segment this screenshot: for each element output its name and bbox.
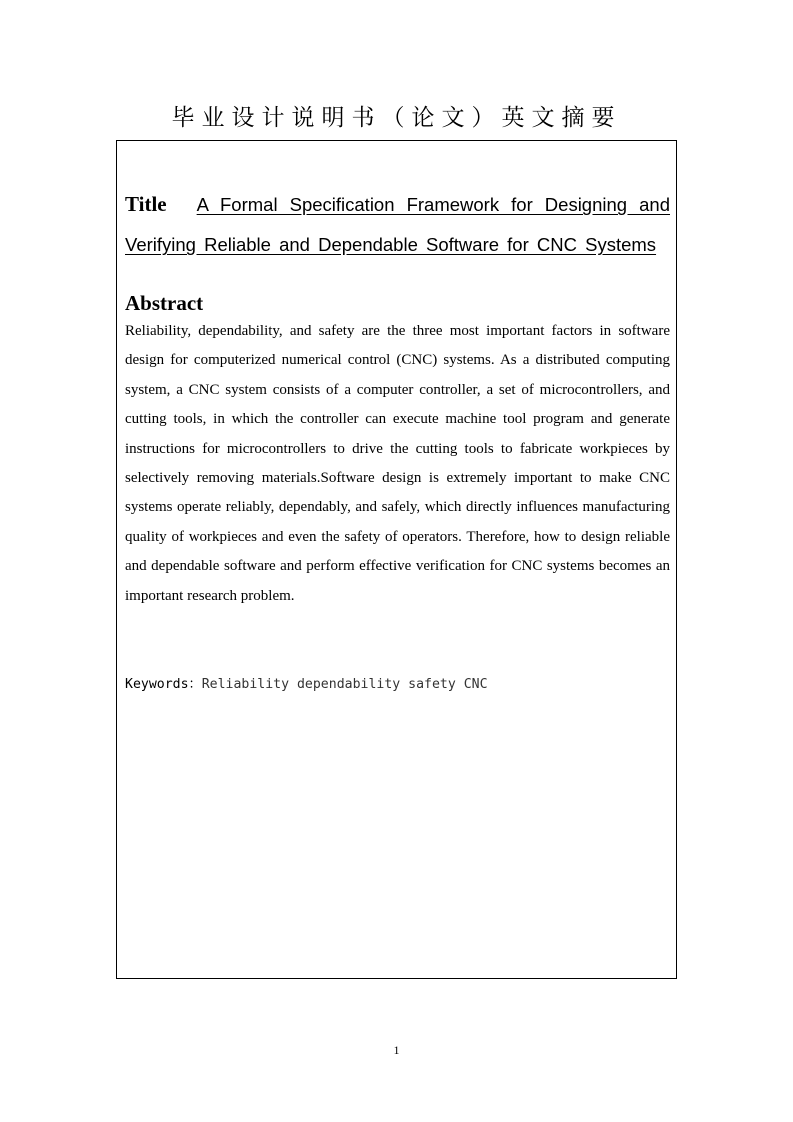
title-block bbox=[125, 184, 670, 265]
abstract-body: Reliability, dependability, and safety are the three most important factors in software design for computerized numerical control (CNC) systems. As a distributed computing system, a CNC system consists of a computer controller, a set of microcontrollers, and cutting tools, in which the controller can execute machine tool program and generate instructions for microcontrollers to drive the cutting tools to fabricate workpieces by selectively removing materials.Software design is extremely important to make CNC systems operate reliably, dependably, and safely, which directly influences manufacturing quality of workpieces and even the safety of operators. Therefore, how to design reliable and dependable software and perform effective verification for CNC systems becomes an important research problem. bbox=[125, 323, 670, 604]
keywords-label: Keywords： bbox=[125, 677, 202, 692]
thesis-title: A Formal Specification Framework for Designing and Verifying Reliable and Dependable Software for CNC Systems bbox=[125, 194, 670, 255]
keywords-line bbox=[125, 673, 670, 697]
title-label: Title bbox=[125, 192, 167, 216]
page-number: 1 bbox=[393, 1043, 400, 1057]
abstract-heading: Abstract bbox=[125, 291, 204, 315]
page-title: 毕业设计说明书（论文）英文摘要 bbox=[171, 105, 622, 131]
abstract-box bbox=[116, 140, 677, 979]
keywords-values: Reliability dependability safety CNC bbox=[201, 677, 488, 692]
